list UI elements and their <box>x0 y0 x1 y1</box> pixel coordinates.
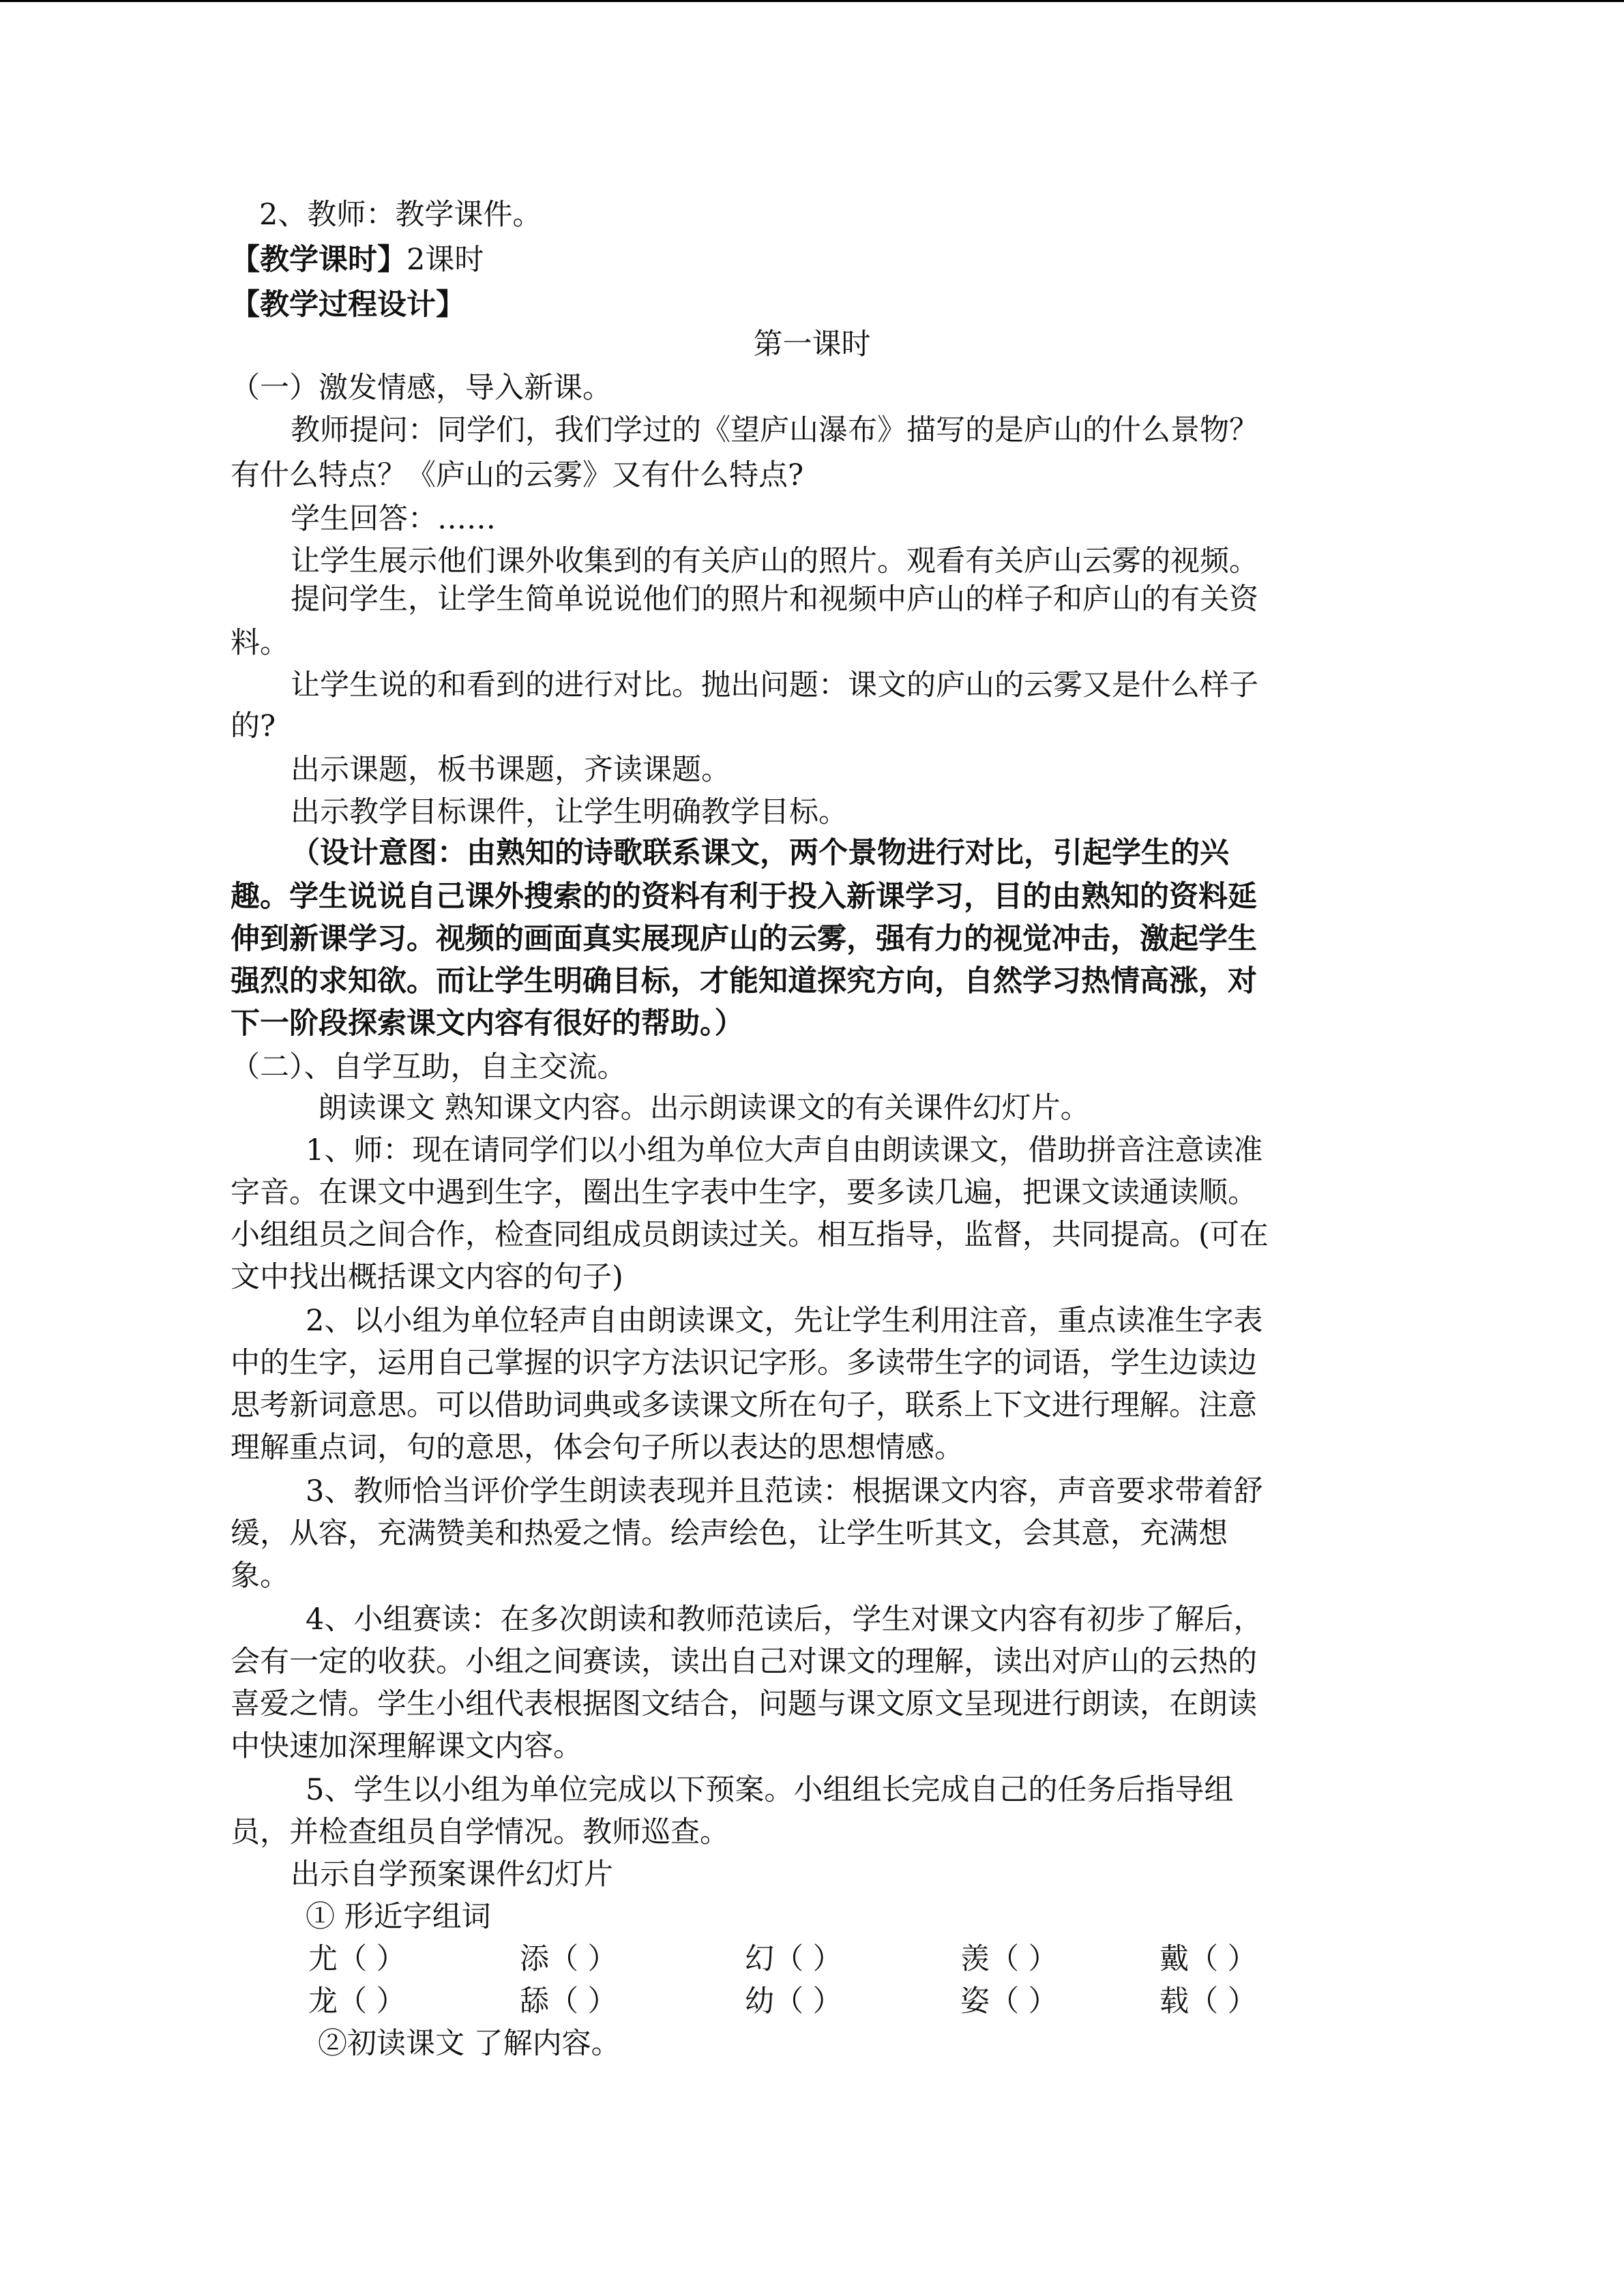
s2-paragraph-4-line-3: 喜爱之情。学生小组代表根据图文结合，问题与课文原文呈现进行朗读，在朗读 <box>231 1687 1257 1721</box>
exercise-1-row-2-item: 龙（ ） <box>308 1984 406 2018</box>
exercise-1-row-2-item: 舔（ ） <box>520 1984 617 2018</box>
exercise-1-row-1-item: 幻（ ） <box>745 1942 842 1976</box>
s2-paragraph-5-line-2: 员，并检查组员自学情况。教师巡查。 <box>231 1815 729 1849</box>
s2-paragraph-1-line-4: 文中找出概括课文内容的句子) <box>231 1260 623 1294</box>
exercise-1-row-1-item: 戴（ ） <box>1160 1942 1257 1976</box>
s1-paragraph-5-line-1: 让学生说的和看到的进行对比。抛出问题：课文的庐山的云雾又是什么样子 <box>291 668 1258 702</box>
s2-paragraph-2-line-3: 思考新词意思。可以借助词典或多读课文所在句子，联系上下文进行理解。注意 <box>231 1388 1257 1422</box>
s2-paragraph-4-line-1: 4、小组赛读：在多次朗读和教师范读后，学生对课文内容有初步了解后， <box>306 1602 1263 1637</box>
s1-paragraph-4-line-1: 提问学生，让学生简单说说他们的照片和视频中庐山的样子和庐山的有关资 <box>291 582 1258 616</box>
s1-paragraph-7: 出示教学目标课件，让学生明确教学目标。 <box>291 795 848 829</box>
exercise-1-title: ① 形近字组词 <box>306 1900 491 1934</box>
class-hours-line <box>231 237 1404 282</box>
s2-paragraph-3-line-2: 缓，从容，充满赞美和热爱之情。绘声绘色，让学生听其文，会其意，充满想 <box>231 1517 1228 1551</box>
s2-intro: 朗读课文 熟知课文内容。出示朗读课文的有关课件幻灯片。 <box>318 1091 1090 1125</box>
exercise-1-row-1-item: 羡（ ） <box>960 1942 1058 1976</box>
section-2-title: （二）、自学互助，自主交流。 <box>231 1050 627 1084</box>
s1-paragraph-3: 让学生展示他们课外收集到的有关庐山的照片。观看有关庐山云雾的视频。 <box>291 544 1258 578</box>
design-intent-line-1: （设计意图：由熟知的诗歌联系课文，两个景物进行对比，引起学生的兴 <box>291 836 1229 870</box>
s2-paragraph-2-line-4: 理解重点词，句的意思，体会句子所以表达的思想情感。 <box>231 1431 964 1465</box>
s1-paragraph-2: 学生回答：…… <box>291 502 496 536</box>
s2-paragraph-4-line-4: 中快速加深理解课文内容。 <box>231 1729 582 1763</box>
s2-paragraph-3-line-1: 3、教师恰当评价学生朗读表现并且范读：根据课文内容，声音要求带着舒 <box>306 1474 1263 1508</box>
class-hours-value: 2课时 <box>407 243 484 277</box>
s2-paragraph-5-line-1: 5、学生以小组为单位完成以下预案。小组组长完成自己的任务后指导组 <box>306 1773 1234 1807</box>
design-intent-line-2: 趣。学生说说自己课外搜索的的资料有利于投入新课学习，目的由熟知的资料延 <box>231 880 1257 914</box>
s2-paragraph-2-line-1: 2、以小组为单位轻声自由朗读课文，先让学生利用注音，重点读准生字表 <box>306 1304 1263 1338</box>
exercise-2-title: ②初读课文 了解内容。 <box>318 2027 621 2061</box>
process-title: 【教学过程设计】 <box>231 288 465 322</box>
s1-paragraph-1-line-1: 教师提问：同学们，我们学过的《望庐山瀑布》描写的是庐山的什么景物？ <box>291 413 1258 447</box>
s2-paragraph-2-line-2: 中的生字，运用自己掌握的识字方法识记字形。多读带生字的词语，学生边读边 <box>231 1346 1257 1380</box>
s2-paragraph-1-line-2: 字音。在课文中遇到生字，圈出生字表中生字，要多读几遍，把课文读通读顺。 <box>231 1176 1257 1210</box>
exercise-1-row-2-item: 幼（ ） <box>745 1984 842 2018</box>
exercise-1-row-1-item: 尤（ ） <box>308 1942 406 1976</box>
lesson-title: 第一课时 <box>753 327 871 361</box>
s2-paragraph-1-line-1: 1、师：现在请同学们以小组为单位大声自由朗读课文，借助拼音注意读准 <box>306 1133 1263 1167</box>
s1-paragraph-6: 出示课题，板书课题，齐读课题。 <box>291 753 730 787</box>
s1-paragraph-5-line-2: 的? <box>231 709 276 743</box>
s1-paragraph-1-line-2: 有什么特点？《庐山的云雾》又有什么特点? <box>231 458 804 492</box>
s2-paragraph-1-line-3: 小组组员之间合作，检查同组成员朗读过关。相互指导，监督，共同提高。(可在 <box>231 1218 1269 1252</box>
design-intent-line-3: 伸到新课学习。视频的画面真实展现庐山的云雾，强有力的视觉冲击，激起学生 <box>231 922 1257 956</box>
class-hours-label: 【教学课时】 <box>231 243 407 277</box>
exercise-1-row-2-item: 载（ ） <box>1160 1984 1257 2018</box>
exercise-1-row-1-item: 添（ ） <box>520 1942 617 1976</box>
design-intent-line-5: 下一阶段探索课文内容有很好的帮助。） <box>231 1007 744 1041</box>
exercise-1-row-2-item: 姿（ ） <box>960 1984 1058 2018</box>
materials-teacher-line: 2、教师：教学课件。 <box>259 198 542 232</box>
section-1-title: （一）激发情感，导入新课。 <box>231 371 612 405</box>
s2-paragraph-6: 出示自学预案课件幻灯片 <box>291 1858 613 1892</box>
design-intent-line-4: 强烈的求知欲。而让学生明确目标，才能知道探究方向，自然学习热情高涨，对 <box>231 964 1257 998</box>
s2-paragraph-3-line-3: 象。 <box>231 1559 289 1593</box>
s1-paragraph-4-line-2: 料。 <box>231 626 289 660</box>
s2-paragraph-4-line-2: 会有一定的收获。小组之间赛读，读出自己对课文的理解，读出对庐山的云热的 <box>231 1645 1257 1679</box>
